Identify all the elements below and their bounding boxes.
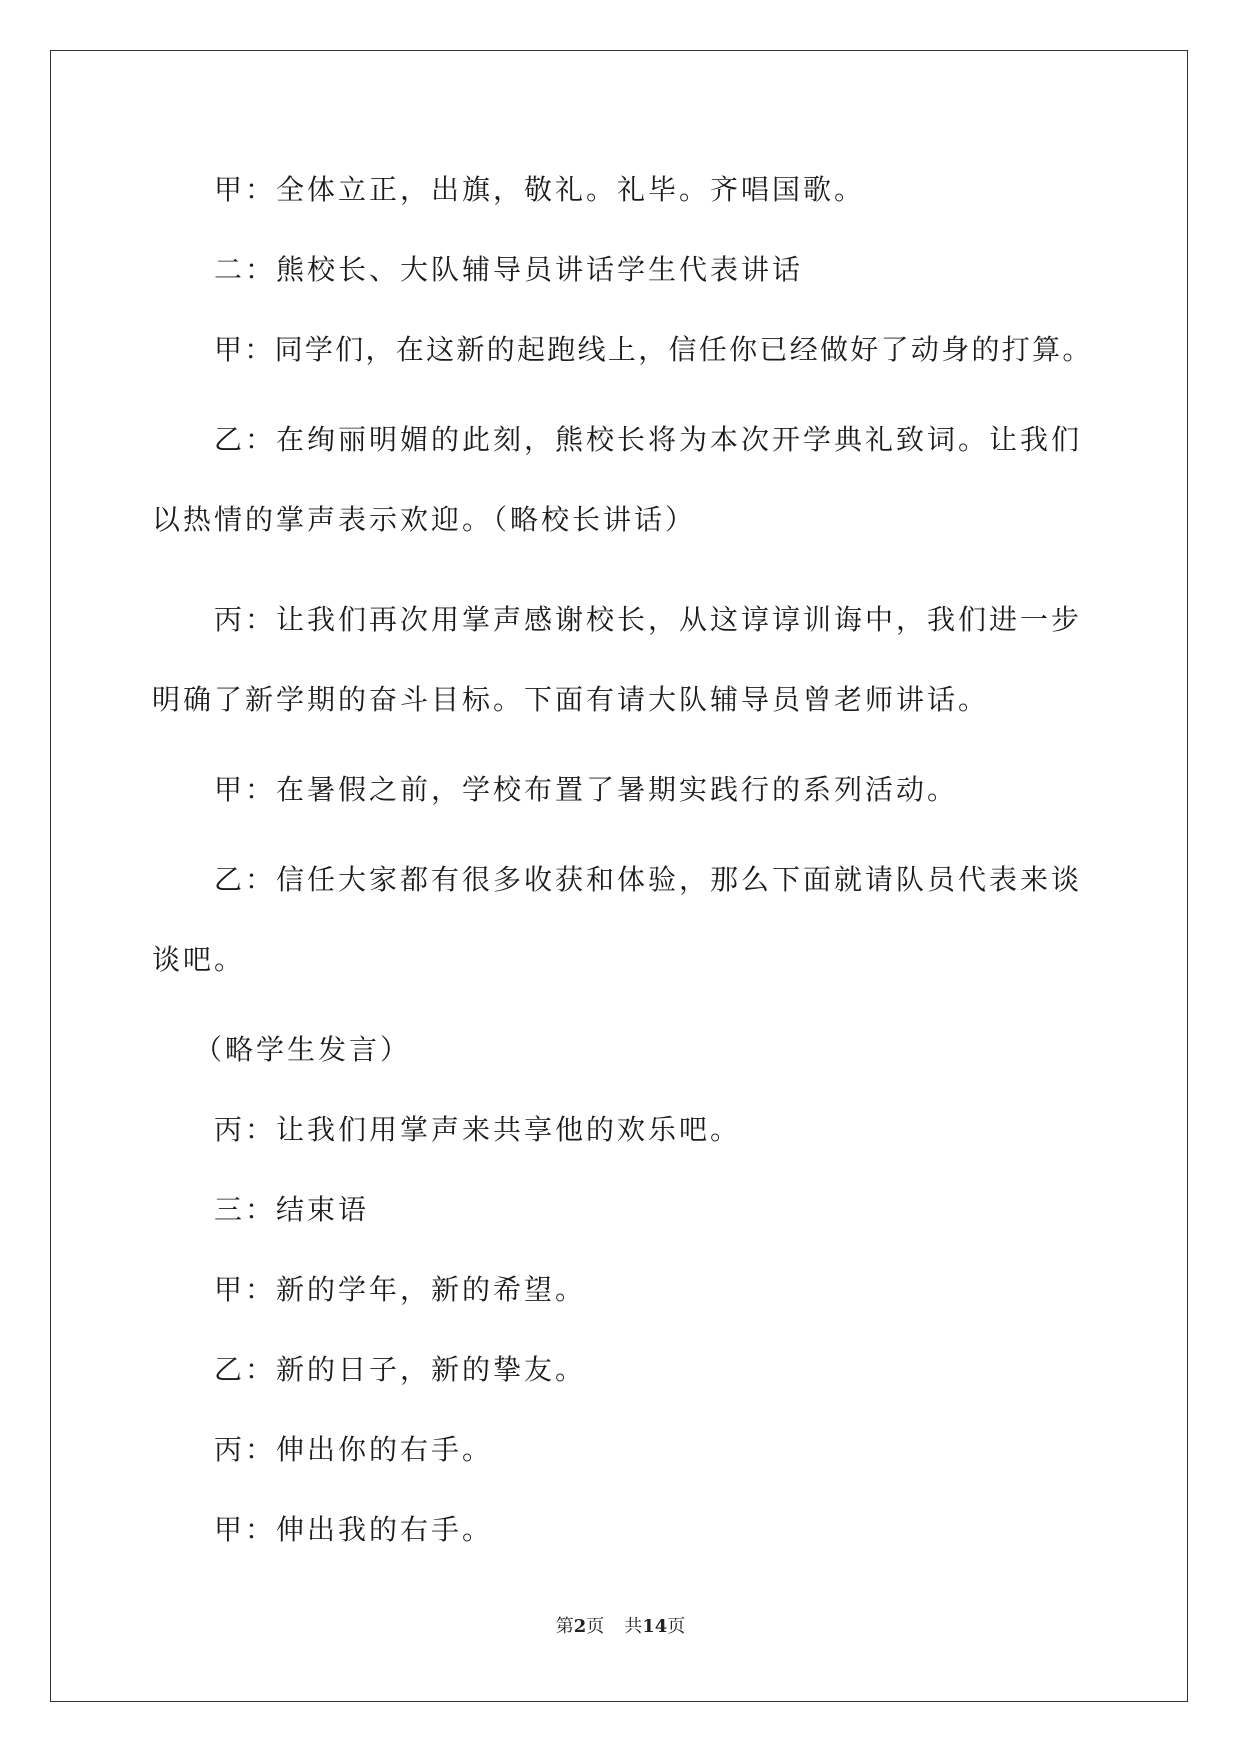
paragraph: 甲：全体立正，出旗，敬礼。礼毕。齐唱国歌。 xyxy=(214,173,866,206)
paragraph: 甲：伸出我的右手。 xyxy=(214,1513,494,1546)
total-suffix: 页 xyxy=(667,1616,686,1637)
document-body xyxy=(152,160,1092,1580)
paragraph: 丙：让我们再次用掌声感谢校长，从这谆谆训诲中，我们进一步明确了新学期的奋斗目标。下面有请大队辅导员曾老师讲话。 xyxy=(152,603,1083,716)
page-footer xyxy=(0,1612,1241,1638)
paragraph: 乙：信任大家都有很多收获和体验，那么下面就请队员代表来谈谈吧。 xyxy=(152,863,1083,976)
page-number: 2 xyxy=(573,1616,587,1637)
paragraph: （略学生发言） xyxy=(194,1033,412,1066)
paragraph: 丙：伸出你的右手。 xyxy=(214,1433,494,1466)
paragraph: 甲：在暑假之前，学校布置了暑期实践行的系列活动。 xyxy=(214,773,959,806)
paragraph: 丙：让我们用掌声来共享他的欢乐吧。 xyxy=(214,1113,742,1146)
paragraph: 甲：同学们，在这新的起跑线上，信任你已经做好了动身的打算。 xyxy=(214,333,1093,366)
paragraph: 乙：在绚丽明媚的此刻，熊校长将为本次开学典礼致词。让我们以热情的掌声表示欢迎。（略校长讲话） xyxy=(152,423,1083,536)
paragraph: 三：结束语 xyxy=(214,1193,370,1226)
page-prefix: 第 xyxy=(555,1616,574,1637)
page-suffix: 页 xyxy=(586,1616,605,1637)
total-prefix: 共 xyxy=(624,1616,643,1637)
total-pages: 14 xyxy=(642,1616,668,1637)
paragraph: 乙：新的日子，新的挚友。 xyxy=(214,1353,587,1386)
paragraph: 二：熊校长、大队辅导员讲话学生代表讲话 xyxy=(214,253,804,286)
paragraph: 甲：新的学年，新的希望。 xyxy=(214,1273,587,1306)
